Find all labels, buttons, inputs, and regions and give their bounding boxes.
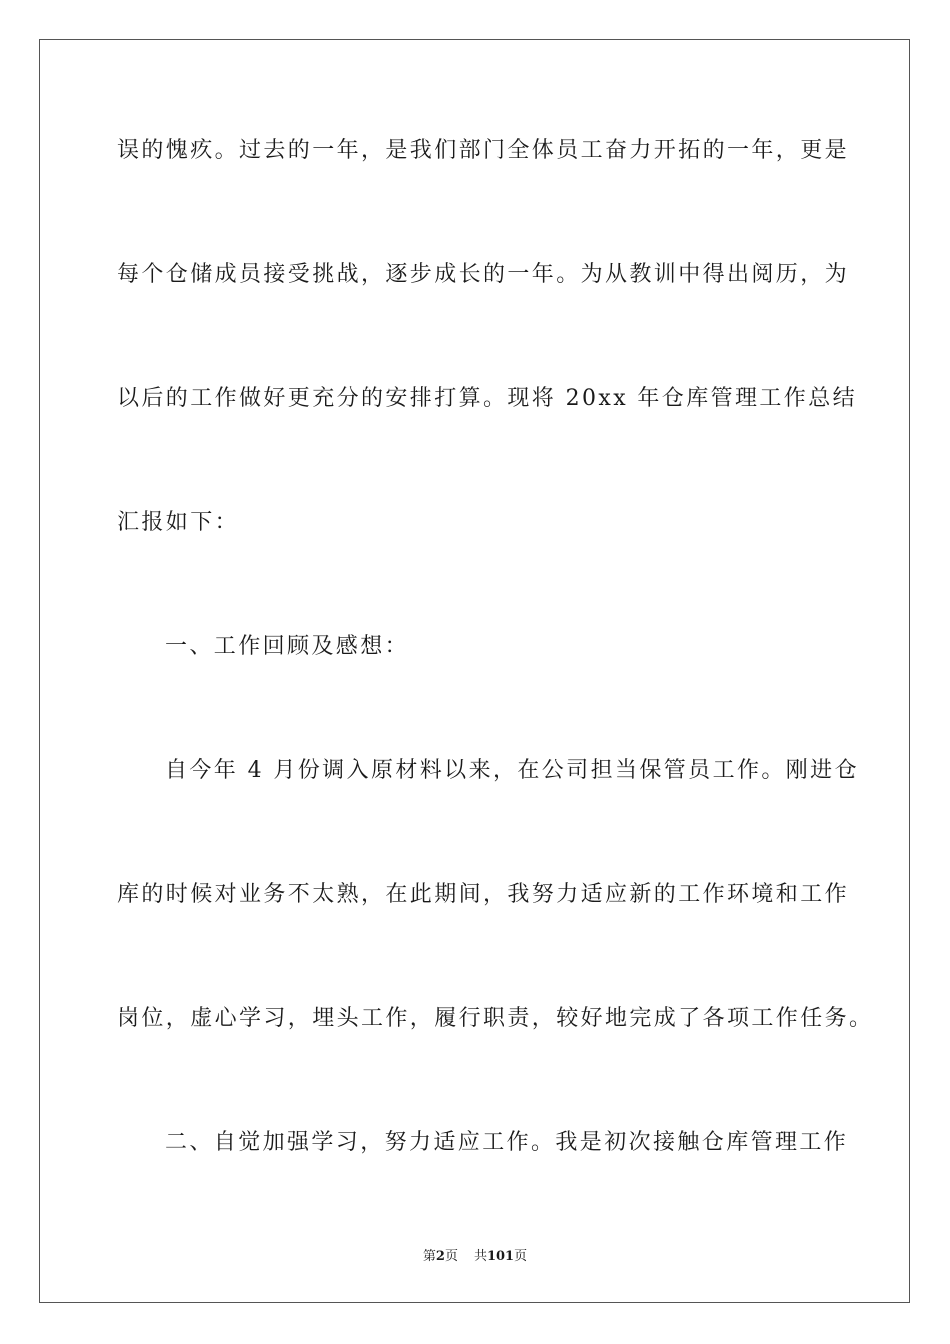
paragraph-line: 岗位，虚心学习，埋头工作，履行职责，较好地完成了各项工作任务。 bbox=[117, 1006, 874, 1031]
paragraph-line: 自今年 4 月份调入原材料以来，在公司担当保管员工作。刚进仓 bbox=[165, 758, 859, 783]
total-suffix: 页 bbox=[514, 1249, 528, 1264]
total-prefix: 共 bbox=[473, 1249, 487, 1264]
paragraph-line: 库的时候对业务不太熟，在此期间，我努力适应新的工作环境和工作 bbox=[117, 882, 850, 907]
page-prefix: 第 bbox=[422, 1249, 436, 1264]
total-page-count: 101 bbox=[486, 1249, 515, 1264]
page-footer bbox=[0, 1248, 950, 1266]
paragraph-line: 误的愧疚。过去的一年，是我们部门全体员工奋力开拓的一年，更是 bbox=[117, 138, 850, 163]
paragraph-line: 每个仓储成员接受挑战，逐步成长的一年。为从教训中得出阅历，为 bbox=[117, 262, 850, 287]
paragraph-line: 汇报如下： bbox=[117, 510, 240, 535]
section-heading: 二、自觉加强学习，努力适应工作。我是初次接触仓库管理工作 bbox=[165, 1130, 849, 1155]
page-border bbox=[39, 39, 910, 1303]
section-heading: 一、工作回顾及感想： bbox=[165, 634, 410, 659]
page-suffix: 页 bbox=[444, 1249, 458, 1264]
current-page-number: 2 bbox=[435, 1249, 445, 1264]
paragraph-line: 以后的工作做好更充分的安排打算。现将 20xx 年仓库管理工作总结 bbox=[117, 386, 857, 411]
